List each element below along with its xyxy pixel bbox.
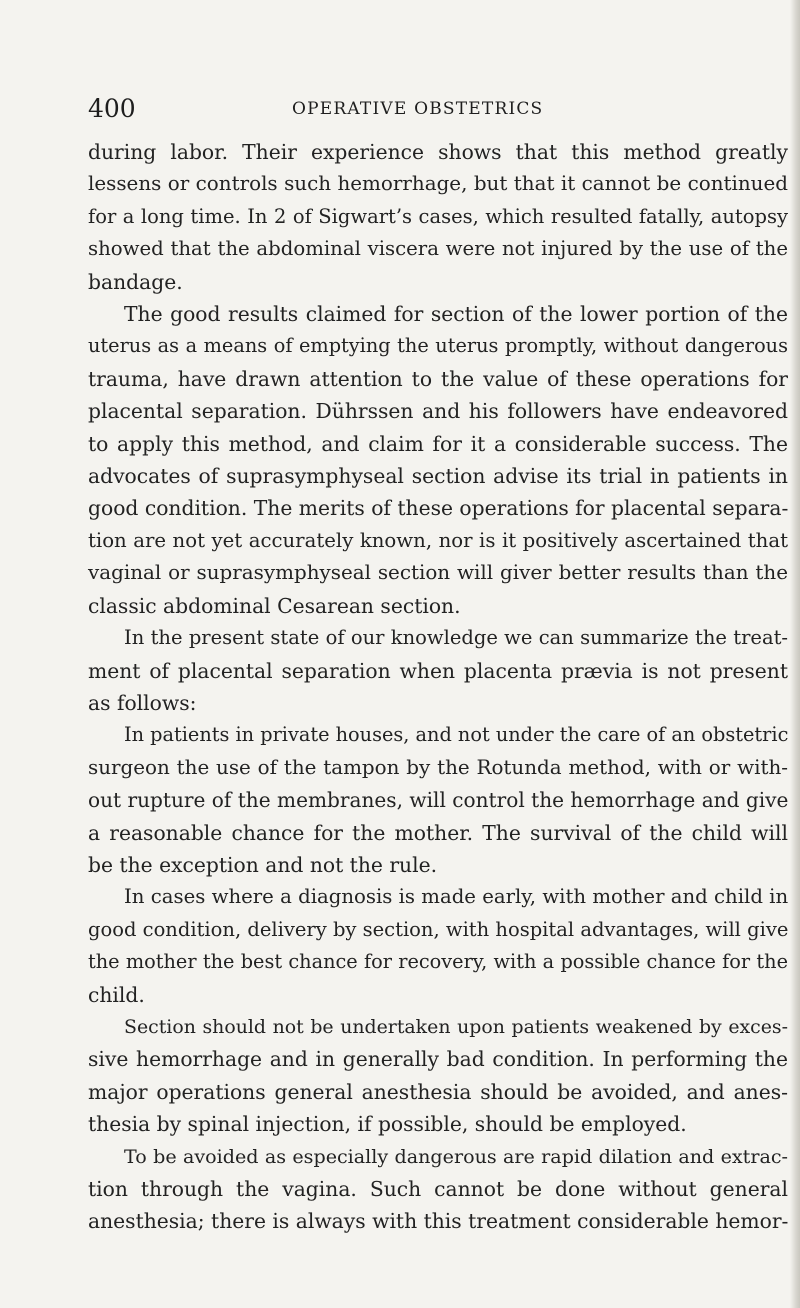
- text-line: Section should not be undertaken upon patients weakened by exces-: [124, 1015, 788, 1038]
- text-line: showed that the abdominal viscera were not injured by the use of the: [88, 237, 788, 261]
- paragraph: [88, 881, 788, 1011]
- text-line: a reasonable chance for the mother. The survival of the child will: [88, 820, 788, 845]
- page-number: 400: [88, 94, 136, 123]
- text-line: surgeon the use of the tampon by the Rotunda method, with or with-: [88, 755, 788, 779]
- text-line: be the exception and not the rule.: [88, 852, 438, 877]
- page-edge-shadow: [790, 0, 800, 1308]
- text-line: thesia by spinal injection, if possible, should be employed.: [88, 1112, 687, 1137]
- text-line: uterus as a means of emptying the uterus promptly, without dangerous: [88, 334, 788, 358]
- text-line: The good results claimed for section of the lower portion of the: [124, 302, 788, 327]
- text-line: to apply this method, and claim for it a considerable success. The: [88, 431, 788, 456]
- text-line: In patients in private houses, and not under the care of an obstetric: [124, 723, 789, 747]
- paragraph: [88, 1141, 788, 1238]
- text-line: for a long time. In 2 of Sigwart’s cases, which resulted fatally, autopsy: [88, 204, 788, 228]
- text-line: during labor. Their experience shows that this method greatly: [88, 140, 788, 164]
- text-line: bandage.: [88, 269, 183, 294]
- text-line: tion through the vagina. Such cannot be done without general: [88, 1177, 788, 1201]
- text-line: anesthesia; there is always with this treatment considerable hemor-: [88, 1209, 789, 1234]
- paragraph: [88, 622, 788, 719]
- text-line: classic abdominal Cesarean section.: [88, 593, 461, 618]
- page-header: [88, 94, 788, 124]
- text-line: good condition, delivery by section, with hospital advantages, will give: [88, 917, 789, 941]
- text-line: sive hemorrhage and in generally bad condition. In performing the: [88, 1047, 788, 1072]
- text-line: In cases where a diagnosis is made early, with mother and child in: [124, 885, 789, 909]
- text-line: major operations general anesthesia should be avoided, and anes-: [88, 1079, 788, 1104]
- text-line: as follows:: [88, 690, 197, 715]
- text-line: out rupture of the membranes, will control the hemorrhage and give: [88, 788, 789, 813]
- text-line: advocates of suprasymphyseal section advise its trial in patients in: [88, 464, 788, 489]
- text-line: In the present state of our knowledge we can summarize the treat-: [124, 626, 788, 650]
- text-line: child.: [88, 982, 145, 1007]
- paragraph: [88, 719, 788, 881]
- text-line: ment of placental separation when placenta prævia is not present: [88, 658, 788, 683]
- text-line: To be avoided as especially dangerous are rapid dilation and extrac-: [124, 1144, 788, 1168]
- text-line: vaginal or suprasymphyseal section will giver better results than the: [88, 561, 788, 585]
- text-line: the mother the best chance for recovery, with a possible chance for the: [88, 950, 788, 974]
- text-line: tion are not yet accurately known, nor is it positively ascertained that: [88, 528, 788, 552]
- paragraph: [88, 298, 788, 622]
- text-line: trauma, have drawn attention to the value of these operations for: [88, 366, 788, 391]
- text-line: lessens or controls such hemorrhage, but that it cannot be continued: [88, 172, 788, 196]
- paragraph: [88, 1011, 788, 1141]
- text-line: placental separation. Dührssen and his followers have endeavored: [88, 399, 788, 424]
- running-title: OPERATIVE OBSTETRICS: [292, 99, 544, 119]
- body-text: [88, 136, 788, 1238]
- text-line: good condition. The merits of these operations for placental separa-: [88, 496, 789, 521]
- paragraph: [88, 136, 788, 298]
